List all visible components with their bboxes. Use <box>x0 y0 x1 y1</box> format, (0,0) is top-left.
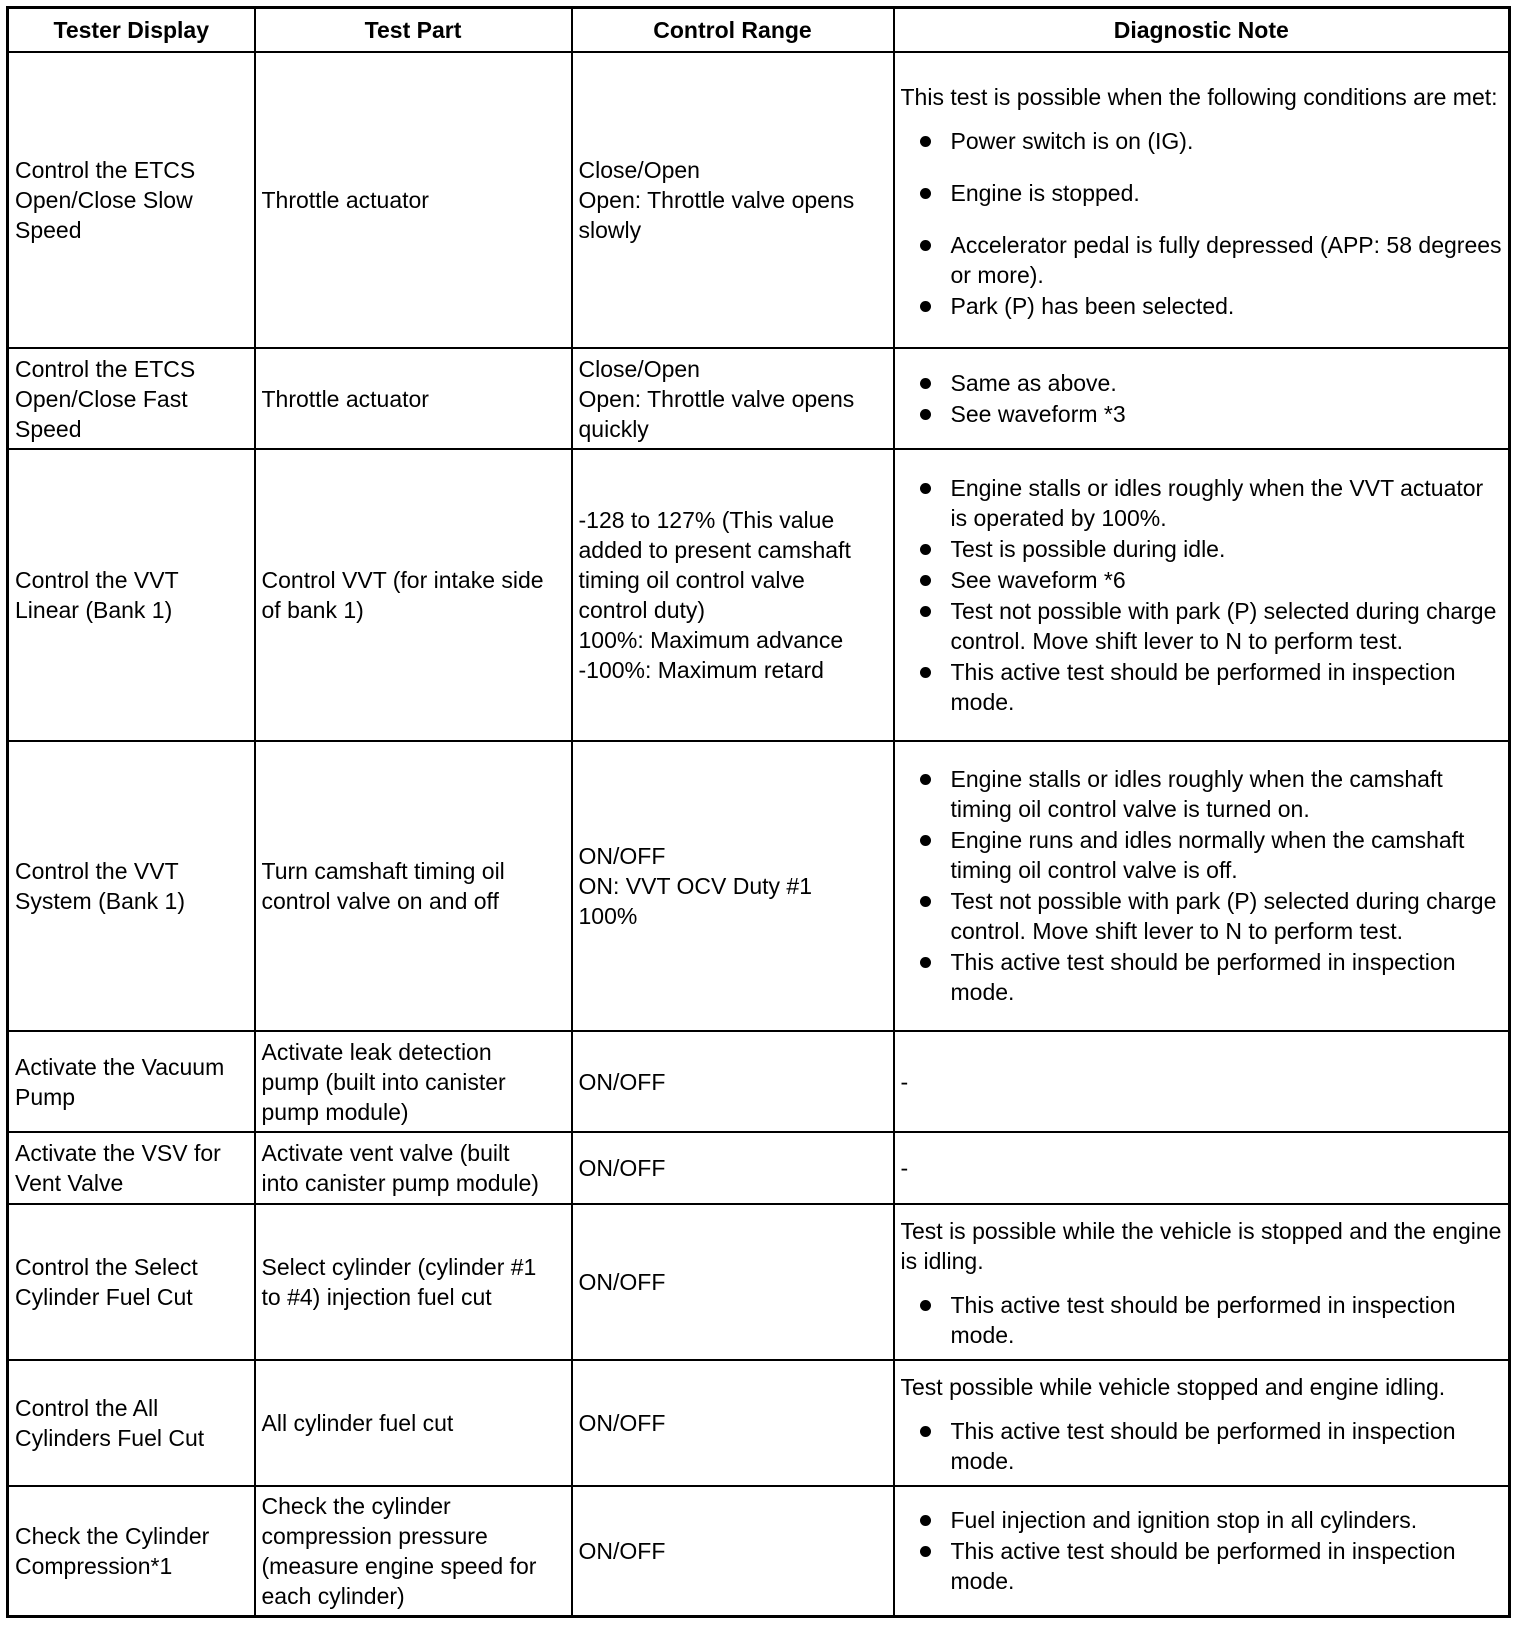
note-bullet: This active test should be performed in inspection mode. <box>901 1416 1503 1476</box>
cell-line: compression pressure <box>261 1522 488 1549</box>
note-bullet-list <box>901 1505 1503 1596</box>
note-bullet: This active test should be performed in inspection mode. <box>901 657 1503 717</box>
cell-line: Open/Close Fast <box>15 385 188 412</box>
cell-line: 100%: Maximum advance <box>578 627 844 653</box>
cell-line: Compression*1 <box>15 1552 173 1579</box>
cell-line: Open: Throttle valve opens <box>578 187 855 213</box>
note-bullet: See waveform *6 <box>901 565 1503 595</box>
note-bullet: Test not possible with park (P) selected during charge control. Move shift lever to N to perform test. <box>901 596 1503 656</box>
note-bullet: See waveform *3 <box>901 399 1503 429</box>
table-row <box>8 1360 1510 1486</box>
control-range-cell <box>572 741 894 1031</box>
note-bullet: Engine is stopped. <box>901 178 1503 208</box>
control-range-cell <box>572 1486 894 1616</box>
cell-line: Throttle actuator <box>261 385 429 412</box>
cell-line: Open: Throttle valve opens <box>578 385 855 412</box>
cell-line: Speed <box>15 415 82 442</box>
cell-line: System (Bank 1) <box>15 888 185 914</box>
cell-line: Linear (Bank 1) <box>15 597 173 623</box>
test-part-cell <box>255 741 572 1031</box>
note-bullet: Engine stalls or idles roughly when the VVT actuator is operated by 100%. <box>901 473 1503 533</box>
note-bullet: Same as above. <box>901 368 1503 398</box>
cell-line: Control the ETCS <box>15 157 196 183</box>
tester-display-cell <box>8 1486 255 1616</box>
tester-display-cell <box>8 449 255 741</box>
diagnostic-note-cell <box>894 449 1510 741</box>
cell-line: Close/Open <box>578 355 700 382</box>
cell-line: ON/OFF <box>578 1269 666 1295</box>
control-range-cell <box>572 449 894 741</box>
test-part-cell <box>255 1031 572 1132</box>
cell-line: ON: VVT OCV Duty #1 <box>578 873 812 899</box>
note-bullet-list <box>901 126 1503 321</box>
cell-line: Check the cylinder <box>261 1492 451 1519</box>
cell-line: added to present camshaft <box>578 537 851 563</box>
note-bullet: Engine runs and idles normally when the camshaft timing oil control valve is off. <box>901 825 1503 885</box>
test-part-cell <box>255 348 572 449</box>
note-bullet: Fuel injection and ignition stop in all cylinders. <box>901 1505 1503 1535</box>
cell-line: timing oil control valve <box>578 567 805 593</box>
cell-line: slowly <box>578 217 642 243</box>
header-test-part: Test Part <box>255 8 572 53</box>
cell-line: control valve on and off <box>261 888 499 914</box>
diagnostic-note-cell <box>894 52 1510 348</box>
note-bullet: This active test should be performed in inspection mode. <box>901 947 1503 1007</box>
diagnostic-note-cell <box>894 741 1510 1031</box>
tester-display-cell <box>8 741 255 1031</box>
cell-line: Control the All <box>15 1395 159 1421</box>
test-part-cell <box>255 1204 572 1360</box>
cell-line: quickly <box>578 415 649 442</box>
tester-display-cell <box>8 1132 255 1204</box>
cell-line: Activate vent valve (built <box>261 1140 510 1166</box>
cell-line: Activate the Vacuum <box>15 1053 225 1080</box>
cell-line: Select cylinder (cylinder #1 <box>261 1254 537 1280</box>
cell-line: Turn camshaft timing oil <box>261 858 505 884</box>
cell-line: 100% <box>578 903 638 929</box>
header-tester-display: Tester Display <box>8 8 255 53</box>
cell-line: All cylinder fuel cut <box>261 1410 454 1436</box>
cell-line: Pump <box>15 1083 76 1110</box>
cell-line: pump (built into canister <box>261 1068 506 1095</box>
note-bullet-list <box>901 473 1503 717</box>
table-row <box>8 1031 1510 1132</box>
diagnostic-note-cell <box>894 1486 1510 1616</box>
cell-line: of bank 1) <box>261 597 364 623</box>
tester-display-cell <box>8 52 255 348</box>
tester-display-cell <box>8 348 255 449</box>
test-part-cell <box>255 449 572 741</box>
cell-line: Activate the VSV for <box>15 1140 221 1166</box>
cell-line: Cylinder Fuel Cut <box>15 1284 193 1310</box>
cell-line: Activate leak detection <box>261 1038 492 1065</box>
note-bullet-list <box>901 1290 1503 1350</box>
cell-line: Open/Close Slow <box>15 187 193 213</box>
table-row <box>8 1204 1510 1360</box>
note-bullet-list <box>901 368 1503 429</box>
cell-line: Control VVT (for intake side <box>261 567 544 593</box>
diagnostic-note-cell <box>894 1360 1510 1486</box>
note-bullet: Test is possible during idle. <box>901 534 1503 564</box>
cell-line: Control the Select <box>15 1254 198 1280</box>
test-part-cell <box>255 1486 572 1616</box>
cell-line: ON/OFF <box>578 843 666 869</box>
test-part-cell <box>255 52 572 348</box>
control-range-cell <box>572 1031 894 1132</box>
cell-line: Control the VVT <box>15 858 179 884</box>
diagnostic-note-cell: - <box>894 1031 1510 1132</box>
note-bullet-list <box>901 1416 1503 1476</box>
cell-line: -100%: Maximum retard <box>578 657 824 683</box>
note-bullet: Power switch is on (IG). <box>901 126 1503 156</box>
cell-line: Cylinders Fuel Cut <box>15 1425 205 1451</box>
header-control-range: Control Range <box>572 8 894 53</box>
cell-line: Speed <box>15 217 82 243</box>
cell-line: control duty) <box>578 597 706 623</box>
cell-line: -128 to 127% (This value <box>578 507 835 533</box>
note-bullet: Accelerator pedal is fully depressed (APP: 58 degrees or more). <box>901 230 1503 290</box>
cell-line: ON/OFF <box>578 1410 666 1436</box>
cell-line: ON/OFF <box>578 1155 666 1181</box>
table-row <box>8 1132 1510 1204</box>
table-row <box>8 1486 1510 1616</box>
cell-line: Control the VVT <box>15 567 179 593</box>
test-part-cell <box>255 1360 572 1486</box>
tester-display-cell <box>8 1360 255 1486</box>
note-bullet: This active test should be performed in inspection mode. <box>901 1290 1503 1350</box>
note-bullet: This active test should be performed in inspection mode. <box>901 1536 1503 1596</box>
cell-line: to #4) injection fuel cut <box>261 1284 492 1310</box>
control-range-cell <box>572 348 894 449</box>
diagnostic-note-cell: - <box>894 1132 1510 1204</box>
cell-line: Check the Cylinder <box>15 1522 210 1549</box>
header-row <box>8 8 1510 53</box>
control-range-cell <box>572 1132 894 1204</box>
note-bullet-list <box>901 764 1503 1007</box>
note-bullet: Park (P) has been selected. <box>901 291 1503 321</box>
active-test-table <box>6 6 1511 1618</box>
table-row <box>8 348 1510 449</box>
header-diagnostic-note: Diagnostic Note <box>894 8 1510 53</box>
cell-line: Close/Open <box>578 157 700 183</box>
diagnostic-note-cell <box>894 1204 1510 1360</box>
table-row <box>8 52 1510 348</box>
diagnostic-note-cell <box>894 348 1510 449</box>
cell-line: (measure engine speed for <box>261 1552 537 1579</box>
table-row <box>8 449 1510 741</box>
note-bullet: Engine stalls or idles roughly when the camshaft timing oil control valve is turned on. <box>901 764 1503 824</box>
tester-display-cell <box>8 1031 255 1132</box>
cell-line: ON/OFF <box>578 1068 666 1095</box>
cell-line: Throttle actuator <box>261 187 429 213</box>
cell-line: ON/OFF <box>578 1537 666 1564</box>
table-row <box>8 741 1510 1031</box>
cell-line: pump module) <box>261 1098 409 1125</box>
control-range-cell <box>572 1204 894 1360</box>
cell-line: each cylinder) <box>261 1582 405 1609</box>
note-intro: Test possible while vehicle stopped and engine idling. <box>900 1373 1446 1400</box>
note-intro: Test is possible while the vehicle is stopped and the engine is idling. <box>900 1217 1502 1274</box>
control-range-cell <box>572 1360 894 1486</box>
cell-line: Vent Valve <box>15 1170 124 1196</box>
note-intro: This test is possible when the following conditions are met: <box>900 83 1498 110</box>
tester-display-cell <box>8 1204 255 1360</box>
cell-line: into canister pump module) <box>261 1170 539 1196</box>
cell-line: Control the ETCS <box>15 355 196 382</box>
control-range-cell <box>572 52 894 348</box>
test-part-cell <box>255 1132 572 1204</box>
note-bullet: Test not possible with park (P) selected during charge control. Move shift lever to N to perform test. <box>901 886 1503 946</box>
